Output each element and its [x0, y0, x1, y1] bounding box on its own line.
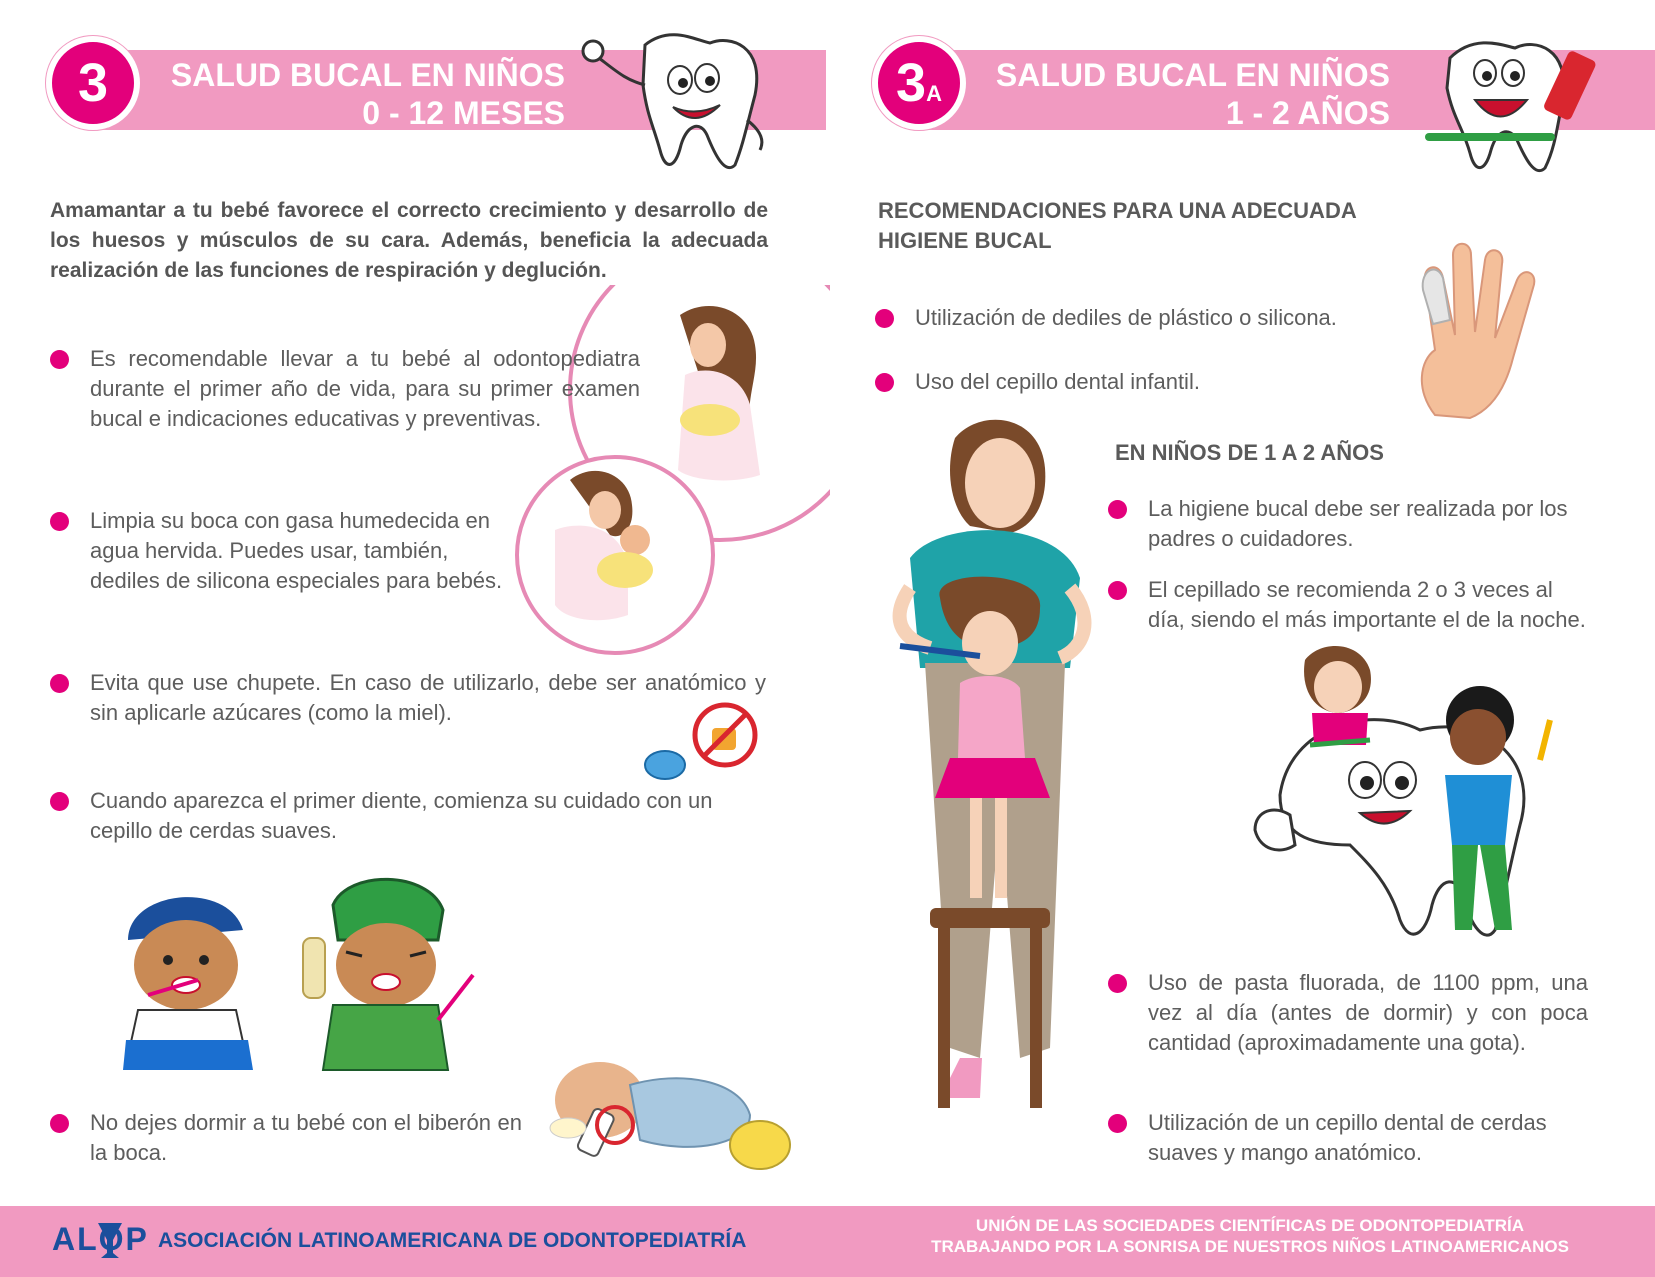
bullet-dot-icon — [50, 1114, 69, 1133]
bullet-dot-icon — [1108, 974, 1127, 993]
bullet-dot-icon — [1108, 581, 1127, 600]
bullet-dot-icon — [875, 373, 894, 392]
kids-tooth-mascot-illustration — [1250, 645, 1560, 950]
left-bullet-5: No dejes dormir a tu bebé con el biberón en la boca. — [90, 1108, 522, 1168]
alop-logo-text: ALOP — [52, 1221, 149, 1257]
recommendations-heading: RECOMENDACIONES PARA UNA ADECUADA HIGIENE BUCAL — [878, 198, 1356, 253]
footer-tagline-line2: TRABAJANDO POR LA SONRISA DE NUESTROS NIÑOS LATINOAMERICANOS — [931, 1237, 1569, 1256]
footer-tagline — [870, 1215, 1630, 1257]
left-bullet-1: Es recomendable llevar a tu bebé al odontopediatra durante el primer año de vida, para su primer examen bucal e indicaciones educativas y preventivas. — [90, 344, 640, 434]
tooth-mascot-icon — [575, 25, 790, 175]
right-age-bullet-3: Uso de pasta fluorada, de 1100 ppm, una vez al día (antes de dormir) y con poca cantidad (aproximadamente una gota). — [1148, 968, 1588, 1058]
right-age-bullet-4: Utilización de un cepillo dental de cerdas suaves y mango anatómico. — [1148, 1108, 1588, 1168]
babies-brushing-illustration — [118, 870, 488, 1075]
bullet-dot-icon — [50, 512, 69, 531]
left-bullet-2: Limpia su boca con gasa humedecida en agua hervida. Puedes usar, también, dediles de silicona especiales para bebés. — [90, 506, 515, 596]
tooth-brush-mascot-icon — [1405, 28, 1610, 178]
right-title-line2: 1 - 2 AÑOS — [1225, 95, 1390, 131]
left-section-title — [130, 56, 565, 132]
age-heading: EN NIÑOS DE 1 A 2 AÑOS — [1115, 440, 1384, 465]
left-bullet-4: Cuando aparezca el primer diente, comienza su cuidado con un cepillo de cerdas suaves. — [90, 786, 766, 846]
right-title-line1: SALUD BUCAL EN NIÑOS — [995, 57, 1390, 93]
right-section-badge: 3A — [872, 36, 966, 130]
no-pacifier-honey-icon — [640, 700, 760, 785]
hand-finger-cot-illustration — [1395, 240, 1575, 420]
bullet-dot-icon — [1108, 500, 1127, 519]
bullet-dot-icon — [50, 674, 69, 693]
left-title-line1: SALUD BUCAL EN NIÑOS — [170, 57, 565, 93]
bullet-dot-icon — [1108, 1114, 1127, 1133]
breastfeeding-illustration — [510, 285, 830, 655]
left-bullet-3: Evita que use chupete. En caso de utilizarlo, debe ser anatómico y sin aplicarle azúcares (como la miel). — [90, 668, 766, 728]
footer-tagline-line1: UNIÓN DE LAS SOCIEDADES CIENTÍFICAS DE ODONTOPEDIATRÍA — [975, 1216, 1525, 1235]
right-recommend-bullet-1: Utilización de dediles de plástico o silicona. — [915, 303, 1435, 333]
right-section-title — [960, 56, 1390, 132]
mother-daughter-brushing-illustration — [870, 408, 1120, 1168]
left-intro-paragraph: Amamantar a tu bebé favorece el correcto crecimiento y desarrollo de los huesos y músculos de su cara. Además, beneficia la adecuada realización de las funciones de respiración y deglución. — [50, 199, 768, 282]
right-age-bullet-1: La higiene bucal debe ser realizada por los padres o cuidadores. — [1148, 494, 1588, 554]
left-title-line2: 0 - 12 MESES — [362, 95, 565, 131]
right-age-bullet-2: El cepillado se recomienda 2 o 3 veces al día, siendo el más importante el de la noche. — [1148, 575, 1594, 635]
bullet-dot-icon — [50, 350, 69, 369]
bullet-dot-icon — [50, 792, 69, 811]
association-name: ASOCIACIÓN LATINOAMERICANA DE ODONTOPEDIATRÍA — [158, 1229, 747, 1252]
right-recommend-bullet-2: Uso del cepillo dental infantil. — [915, 367, 1435, 397]
bullet-dot-icon — [875, 309, 894, 328]
sleeping-baby-bottle-illustration — [540, 1050, 800, 1175]
left-section-badge: 3 — [46, 36, 140, 130]
